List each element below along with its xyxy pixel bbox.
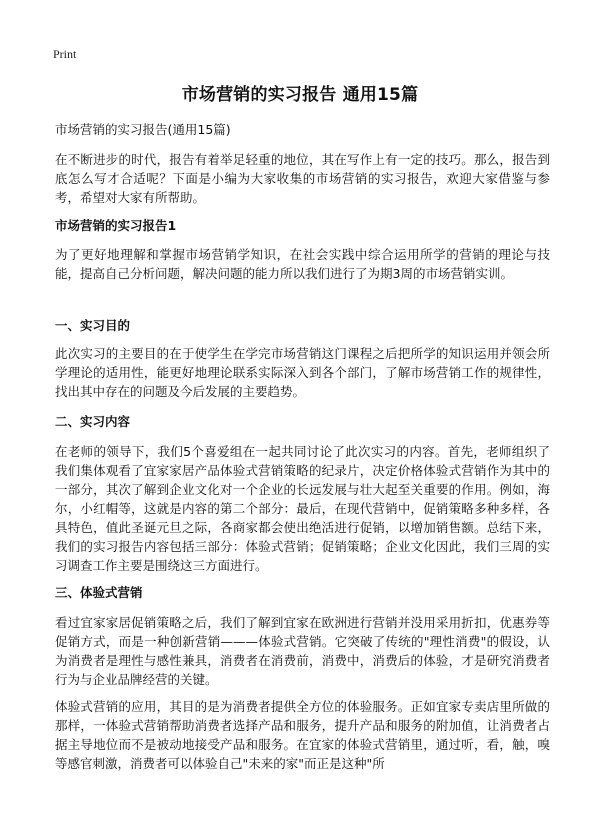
section2-paragraph: 在老师的领导下，我们5个喜爱组在一起共同讨论了此次实习的内容。首先，老师组织了我们集体观看了宜家家居产品体验式营销策略的纪录片，决定价格体验式营销作为其中的一部分，其次了解到企业文化对一个企业的长远发展与壮大起至关重要的作用。例如，海尔，小红帽等，这就是内容的第二个部分：最后，在现代营销中，促销策略多种多样，各具特色，值此圣诞元旦之际，各商家都会使出绝活进行促销，以增加销售额。总结下来，我们的实习报告内容包括三部分：体验式营销；促销策略；企业文化因此，我们三周的实习调查工作主要是围绕这三方面进行。 — [55, 444, 550, 573]
intro-paragraph: 在不断进步的时代，报告有着举足轻重的地位，其在写作上有一定的技巧。那么，报告到底怎么写才合适呢？下面是小编为大家收集的市场营销的实习报告，欢迎大家借鉴与参考，希望对大家有所帮助。 — [55, 152, 550, 205]
section2-heading: 二、实习内容 — [55, 414, 131, 429]
document-subtitle: 市场营销的实习报告(通用15篇) — [55, 122, 231, 137]
section1-paragraph: 此次实习的主要目的在于使学生在学完市场营销这门课程之后把所学的知识运用并领会所学理论的适用性，能更好地理论联系实际深入到各个部门，了解市场营销工作的规律性，找出其中存在的问题及今后发展的主要趋势。 — [55, 346, 550, 399]
document-title: 市场营销的实习报告 通用15篇 — [181, 85, 419, 105]
print-label: Print — [53, 47, 77, 61]
section3-paragraph-1: 看过宜家家居促销策略之后，我们了解到宜家在欧洲进行营销并没用采用折扣，优惠券等促销方式，而是一种创新营销———体验式营销。它突破了传统的"理性消费"的假设，认为消费者是理性与感性兼具，消费者在消费前，消费中，消费后的体验，才是研究消费者行为与企业品牌经营的关键。 — [55, 615, 550, 687]
report1-paragraph: 为了更好地理解和掌握市场营销学知识，在社会实践中综合运用所学的营销的理论与技能，提高自己分析问题，解决问题的能力所以我们进行了为期3周的市场营销实训。 — [55, 247, 550, 281]
report1-heading: 市场营销的实习报告1 — [55, 218, 177, 233]
section3-paragraph-2: 体验式营销的应用，其目的是为消费者提供全方位的体验服务。正如宜家专卖店里所做的那样，一体验式营销帮助消费者选择产品和服务，提升产品和服务的附加值，让消费者占据主导地位而不是被动地接受产品和服务。在宜家的体验式营销里，通过听，看，触，嗅等感官刺激，消费者可以体验自己"未来的家"而正是这种"所 — [55, 699, 550, 771]
section3-heading: 三、体验式营销 — [55, 585, 143, 600]
section1-heading: 一、实习目的 — [55, 318, 131, 333]
